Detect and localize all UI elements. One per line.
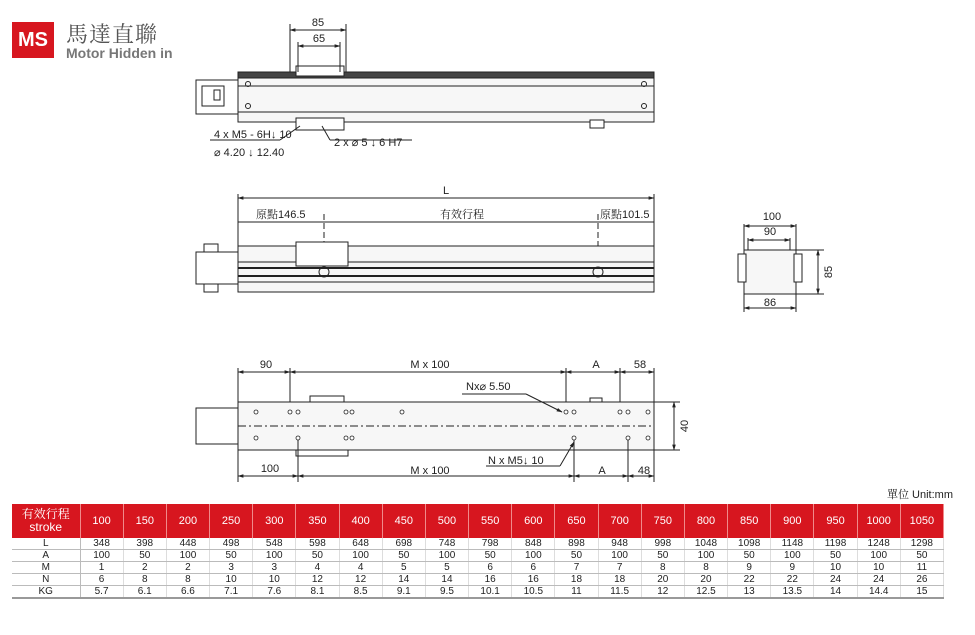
table-cell: 998 (641, 538, 684, 550)
table-cell: 12.5 (684, 586, 727, 599)
table-cell: 22 (728, 574, 771, 586)
table-cell: 498 (210, 538, 253, 550)
table-cell: 12 (296, 574, 339, 586)
table-cell: 4 (296, 562, 339, 574)
top-hole-note-1: 4 x M5 - 6H↓ 10 (214, 129, 292, 141)
table-cell: 8 (641, 562, 684, 574)
table-cell: 398 (123, 538, 166, 550)
table-row (12, 562, 944, 574)
table-row (12, 538, 944, 550)
table-cell: 5 (425, 562, 468, 574)
table-cell: 14 (425, 574, 468, 586)
table-cell: 648 (339, 538, 382, 550)
stroke-col-header: 700 (598, 504, 641, 538)
table-cell: 9 (728, 562, 771, 574)
bottom-dim-m100-bottom: M x 100 (410, 465, 450, 477)
table-cell: 50 (641, 550, 684, 562)
stroke-col-header: 850 (728, 504, 771, 538)
table-cell: 16 (469, 574, 512, 586)
table-cell: 2 (123, 562, 166, 574)
table-cell: 50 (814, 550, 857, 562)
stroke-header-cn: 有效行程 (21, 507, 70, 521)
side-dim-L: L (442, 185, 450, 197)
stroke-col-header: 200 (166, 504, 209, 538)
stroke-col-header: 1050 (900, 504, 943, 538)
table-cell: 100 (857, 550, 900, 562)
table-cell: 10 (814, 562, 857, 574)
top-view (196, 24, 654, 140)
table-cell: 24 (857, 574, 900, 586)
table-cell: 14 (382, 574, 425, 586)
stroke-col-header: 250 (210, 504, 253, 538)
table-cell: 9.5 (425, 586, 468, 599)
stroke-col-header: 300 (253, 504, 296, 538)
table-cell: 1248 (857, 538, 900, 550)
table-cell: 26 (900, 574, 943, 586)
end-dim-85: 85 (823, 265, 835, 279)
table-cell: 798 (469, 538, 512, 550)
end-dim-86: 86 (763, 297, 777, 309)
row-label: L (12, 538, 80, 550)
top-dim-85: 85 (311, 17, 325, 29)
stroke-col-header: 1000 (857, 504, 900, 538)
side-origin-right: 原點101.5 (600, 209, 650, 221)
table-cell: 3 (253, 562, 296, 574)
stroke-col-header: 950 (814, 504, 857, 538)
stroke-col-header: 450 (382, 504, 425, 538)
brand-logo: MS (12, 22, 54, 58)
table-cell: 8 (684, 562, 727, 574)
table-cell: 11 (555, 586, 598, 599)
side-effective-stroke: 有效行程 (440, 209, 484, 221)
table-cell: 5.7 (80, 586, 123, 599)
row-label: M (12, 562, 80, 574)
table-cell: 8.1 (296, 586, 339, 599)
table-cell: 448 (166, 538, 209, 550)
table-cell: 12 (641, 586, 684, 599)
table-cell: 3 (210, 562, 253, 574)
table-cell: 10 (253, 574, 296, 586)
table-cell: 12 (339, 574, 382, 586)
table-cell: 7 (598, 562, 641, 574)
table-cell: 6 (512, 562, 555, 574)
top-hole-note-2: ⌀ 4.20 ↓ 12.40 (214, 147, 285, 159)
table-cell: 6 (80, 574, 123, 586)
row-label: N (12, 574, 80, 586)
table-cell: 748 (425, 538, 468, 550)
bottom-dim-a-bottom: A (598, 465, 606, 477)
table-cell: 100 (771, 550, 814, 562)
table-cell: 6.1 (123, 586, 166, 599)
table-cell: 10 (210, 574, 253, 586)
table-cell: 7 (555, 562, 598, 574)
table-cell: 8 (166, 574, 209, 586)
table-cell: 10.5 (512, 586, 555, 599)
table-cell: 50 (210, 550, 253, 562)
table-cell: 100 (512, 550, 555, 562)
table-cell: 6 (469, 562, 512, 574)
table-cell: 1298 (900, 538, 943, 550)
stroke-col-header: 350 (296, 504, 339, 538)
stroke-col-header: 550 (469, 504, 512, 538)
table-cell: 598 (296, 538, 339, 550)
table-cell: 5 (382, 562, 425, 574)
stroke-col-header: 500 (425, 504, 468, 538)
table-cell: 18 (598, 574, 641, 586)
table-cell: 1 (80, 562, 123, 574)
bottom-dim-58: 58 (633, 359, 647, 371)
table-cell: 50 (728, 550, 771, 562)
stroke-col-header: 900 (771, 504, 814, 538)
end-view (738, 224, 824, 312)
spec-header-row (12, 504, 944, 538)
table-cell: 11 (900, 562, 943, 574)
table-cell: 13.5 (771, 586, 814, 599)
bottom-hole-note: Nx⌀ 5.50 (466, 381, 511, 393)
table-cell: 50 (382, 550, 425, 562)
table-row (12, 586, 944, 599)
table-cell: 16 (512, 574, 555, 586)
table-cell: 1198 (814, 538, 857, 550)
table-cell: 50 (123, 550, 166, 562)
table-cell: 100 (80, 550, 123, 562)
table-cell: 50 (900, 550, 943, 562)
stroke-col-header: 400 (339, 504, 382, 538)
table-cell: 18 (555, 574, 598, 586)
table-cell: 9 (771, 562, 814, 574)
table-cell: 100 (684, 550, 727, 562)
table-cell: 8.5 (339, 586, 382, 599)
top-pin-note: 2 x ⌀ 5 ↓ 6 H7 (334, 137, 403, 149)
stroke-col-header: 750 (641, 504, 684, 538)
stroke-col-header: 800 (684, 504, 727, 538)
stroke-col-header: 650 (555, 504, 598, 538)
table-cell: 24 (814, 574, 857, 586)
table-cell: 20 (684, 574, 727, 586)
table-cell: 348 (80, 538, 123, 550)
bottom-dim-m100-top: M x 100 (410, 359, 450, 371)
top-dim-65: 65 (312, 33, 326, 45)
table-cell: 7.6 (253, 586, 296, 599)
table-cell: 548 (253, 538, 296, 550)
table-cell: 13 (728, 586, 771, 599)
bottom-dim-90: 90 (259, 359, 273, 371)
table-cell: 6.6 (166, 586, 209, 599)
table-cell: 4 (339, 562, 382, 574)
brand-name-en: Motor Hidden in (66, 45, 173, 61)
table-cell: 20 (641, 574, 684, 586)
table-cell: 100 (598, 550, 641, 562)
table-cell: 100 (166, 550, 209, 562)
end-dim-90: 90 (763, 226, 777, 238)
table-row (12, 574, 944, 586)
stroke-col-header: 600 (512, 504, 555, 538)
table-cell: 898 (555, 538, 598, 550)
table-cell: 848 (512, 538, 555, 550)
table-cell: 2 (166, 562, 209, 574)
unit-note: 單位 Unit:mm (887, 489, 953, 501)
bottom-thread-note: N x M5↓ 10 (488, 455, 544, 467)
spec-table (12, 504, 944, 599)
table-cell: 15 (900, 586, 943, 599)
stroke-col-header: 100 (80, 504, 123, 538)
table-cell: 50 (296, 550, 339, 562)
stroke-header-en: stroke (29, 520, 63, 534)
stroke-header (12, 504, 80, 538)
table-cell: 100 (339, 550, 382, 562)
table-cell: 50 (469, 550, 512, 562)
table-cell: 14 (814, 586, 857, 599)
table-cell: 7.1 (210, 586, 253, 599)
bottom-dim-40: 40 (679, 419, 691, 433)
row-label: A (12, 550, 80, 562)
table-cell: 14.4 (857, 586, 900, 599)
table-cell: 9.1 (382, 586, 425, 599)
table-cell: 1048 (684, 538, 727, 550)
table-cell: 948 (598, 538, 641, 550)
bottom-dim-100: 100 (260, 463, 280, 475)
row-label: KG (12, 586, 80, 599)
table-cell: 10 (857, 562, 900, 574)
table-cell: 1148 (771, 538, 814, 550)
table-cell: 10.1 (469, 586, 512, 599)
table-cell: 50 (555, 550, 598, 562)
table-cell: 100 (425, 550, 468, 562)
table-cell: 11.5 (598, 586, 641, 599)
table-cell: 1098 (728, 538, 771, 550)
table-row (12, 550, 944, 562)
brand-name-cn: 馬達直聯 (66, 23, 159, 48)
spec-body (12, 538, 944, 598)
table-cell: 100 (253, 550, 296, 562)
end-dim-100: 100 (762, 211, 782, 223)
side-origin-left: 原點146.5 (256, 209, 306, 221)
stroke-col-header: 150 (123, 504, 166, 538)
bottom-dim-48: 48 (637, 465, 651, 477)
table-cell: 698 (382, 538, 425, 550)
table-cell: 8 (123, 574, 166, 586)
bottom-dim-a-top: A (592, 359, 600, 371)
table-cell: 22 (771, 574, 814, 586)
